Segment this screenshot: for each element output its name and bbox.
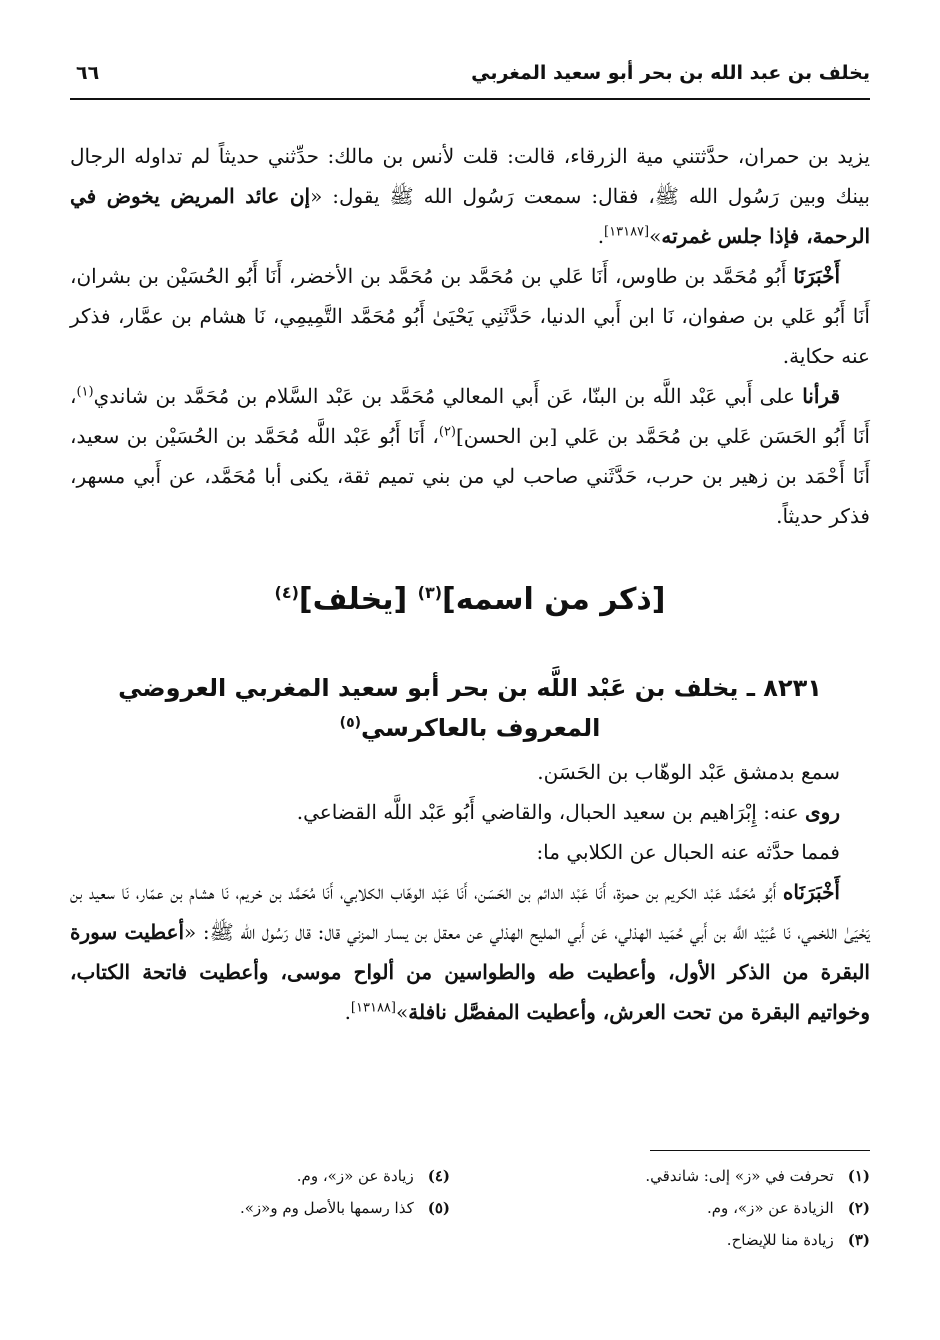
paragraph-3: قرأنا على أَبي عَبْد اللَّه بن البنّا، عَن أَبي المعالي مُحَمَّد بن عَبْد السَّلام بن مُحَمَّد بن شاندي$^{(١)}$، أَنَا أَبُو الحَسَن عَلي بن مُحَمَّد بن عَلي [بن الحسن]$^{(٢)}$، أَنَا أَبُو عَبْد اللَّه مُحَمَّد بن الحُسَيْن بن سعيد، أَنَا أَحْمَد بن زهير بن حرب، حَدَّثَني صاحب لي من بني تميم ثقة، يكنى أبا مُحَمَّد، عن أَبي مسهر، فذكر حديثاً. [70, 384, 870, 528]
footnote-item: (١)تحرفت في «ز» إلى: شاندقي. [645, 1167, 870, 1185]
paragraph-7: أَخْبَرَنَاه أَبُو مُحَمَّد عَبْد الكريم بن حمزة، أَنَا عَبْد الدائم بن الحَسَن، أَنَا عَبْد الوهّاب الكلابي، أَنَا مُحَمَّد بن خريم، نَا هشام بن عمّار، نَا سعيد بن يَحْيَىٰ اللخمي، نَا عُبَيْد اللَّه بن أَبي حُمَيد الهذلي، عَن أَبي المليح الهذلي عن معقل بن يسار المزني قال: قال رَسُول الله ﷺ: «أعطيت سورة البقرة من الذكر الأول، وأعطيت طه والطواسين من ألواح موسى، وأعطيت فاتحة الكتاب، وخواتيم البقرة من تحت العرش، وأعطيت المفصَّل نافلة»[١٣١٨٨]. [70, 880, 870, 1024]
page-number: ٦٦ [76, 62, 100, 84]
footnote-marker: (٤) [274, 583, 299, 602]
paragraph-6: فمما حدَّثه عنه الحبال عن الكلابي ما: [536, 840, 840, 864]
footnote-marker: (١) [76, 384, 94, 400]
footnote-item: (٤)زيادة عن «ز»، وم. [296, 1167, 450, 1185]
running-title: يخلف بن عبد الله بن بحر أبو سعيد المغربي [471, 62, 870, 84]
footnote-divider [650, 1150, 870, 1151]
footnote-marker: (٣) [417, 583, 443, 602]
paragraph-4: سمع بدمشق عَبْد الوهّاب بن الحَسَن. [537, 760, 840, 784]
footnotes-column-left [70, 1160, 450, 1224]
entry-heading-line-1: ٨٢٣١ ـ يخلف بن عَبْد اللَّه بن بحر أبو سعيد المغربي العروضي [118, 674, 822, 702]
footnote-item: (٢)الزيادة عن «ز»، وم. [707, 1199, 870, 1217]
paragraph-2: أَخْبَرَنَا أَبُو مُحَمَّد بن طاوس، أَنَا عَلي بن مُحَمَّد بن مُحَمَّد بن الأخضر، أَنَا أَبُو الحُسَيْن بن بشران، أَنَا أَبُو عَلي بن صفوان، نَا ابن أَبي الدنيا، حَدَّثَنِي يَحْيَىٰ أَبُو مُحَمَّد التَّمِيمِي، نَا هشام بن عمَّار، فذكر عنه حكاية. [70, 264, 870, 368]
body-text-top [70, 136, 870, 536]
footnote-item: (٣)زيادة منا للإيضاح. [726, 1231, 870, 1249]
footnote-marker: (٥) [339, 715, 362, 731]
hadith-number: [١٣١٨٧] [604, 224, 650, 240]
hadith-number: [١٣١٨٨] [350, 1000, 396, 1016]
paragraph-5: روى عنه: إِبْرَاهيم بن سعيد الحبال، والقاضي أَبُو عَبْد اللَّه القضاعي. [296, 800, 840, 824]
paragraph-1: يزيد بن حمران، حدَّثتني مية الزرقاء، قالت: قلت لأنس بن مالك: حدِّثني حديثاً لم تداوله الرجال بينك وبين رَسُول الله ﷺ، فقال: سمعت رَسُول الله ﷺ يقول: «إن عائد المريض يخوض في الرحمة، فإذا جلس غمرته»[١٣١٨٧]. [70, 144, 870, 248]
running-header [70, 58, 870, 100]
footnotes-column-right [480, 1160, 870, 1256]
entry-heading-line-2: المعروف بالعاكرسي$^{(٥)}$ [339, 714, 601, 742]
entry-heading [70, 668, 870, 748]
footnotes [70, 1160, 870, 1270]
chapter-title: [ذكر من اسمه]$^{(٣)}$ [يخلف]$^{(٤)}$ [274, 582, 666, 617]
body-text-entry [70, 752, 870, 1032]
footnote-marker: (٢) [438, 424, 456, 440]
footnote-item: (٥)كذا رسمها بالأصل وم و«ز». [239, 1199, 450, 1217]
